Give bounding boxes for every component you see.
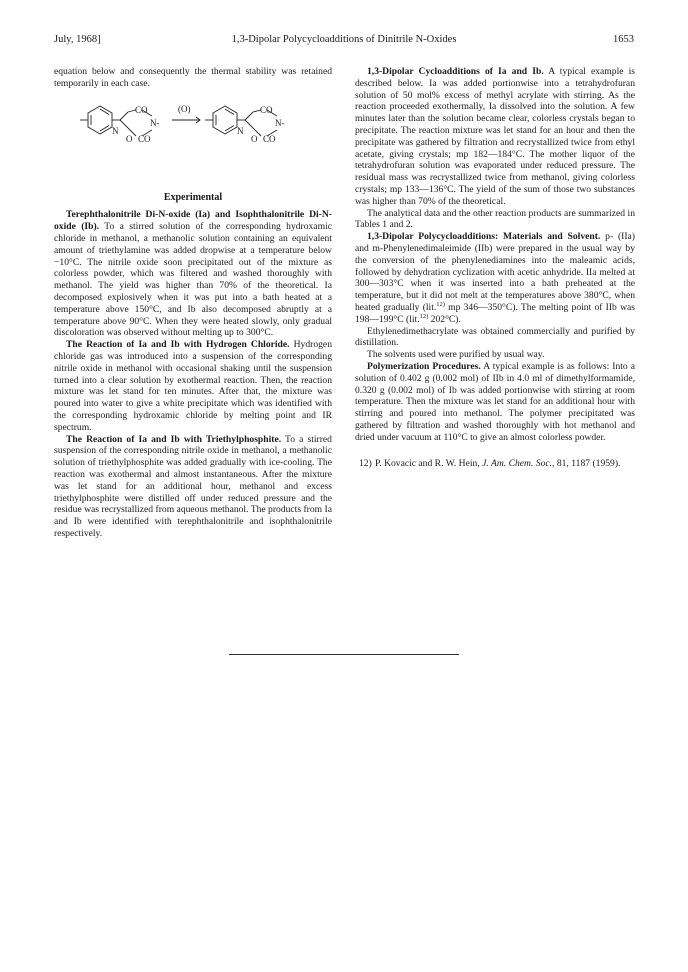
body-cycloadditions: A typical example is described below. Ia was added portionwise into a tetrahydrofuran solution of 50 mol% excess of methyl acrylate with stirring. As the reaction proceeded exothermally, Ia dissolved into the solution. A few minutes later than the solution became clear, colorless crystals began to precipitate. The reaction mixture was let stand for an hour and then the precipitate was gathered by filtration and recrystallized twice from ethyl acetate, giving crystals; mp 182—184°C. The mother liquor of the tetrahydrofuran solution was evaporated under reduced pressure. The residual mass was recrystallized twice from methanol, giving colorless crystals; mp 133—136°C. The yield of the sum of those two substances was higher than 70% of the theoretical.	[355, 66, 635, 207]
scheme-right-co: CO	[260, 104, 273, 115]
reaction-arrow	[172, 117, 200, 123]
paragraph-hydrogen-chloride	[54, 339, 332, 433]
body-triethylphosphite: To a stirred suspension of the corresponding nitrile oxide in methanol, a methanolic solution of triethylphosphite was added gradually with ice-cooling. The reaction was exothermal and almost instantaneous. After the mixture was let stand for an additional hour, methanol and excess triethylphosphite were distilled off under reduced pressure and the residue was recrystallized from aqueous methanol. The products from Ia and Ib were identified with terephthalonitrile and isophthalonitrile respectively.	[54, 433, 332, 539]
scheme-right-n: N-	[275, 117, 285, 128]
paragraph-triethylphosphite	[54, 434, 332, 540]
reaction-scheme-drawing	[80, 96, 320, 170]
scheme-right-co2: CO	[263, 133, 276, 144]
paragraph-analytical-data: The analytical data and the other reaction products are summarized in Tables 1 and 2.	[355, 207, 635, 231]
running-header	[54, 34, 634, 48]
reaction-scheme	[54, 96, 332, 174]
subhead-triethylphosphite: The Reaction of Ia and Ib with Triethylphosphite.	[66, 433, 282, 445]
header-title: 1,3-Dipolar Polycycloadditions of Dinitrile N-Oxides	[231, 34, 457, 45]
body-materials-c: 202°C).	[428, 313, 461, 325]
subhead-materials: 1,3-Dipolar Polycycloadditions: Materials and Solvent.	[367, 231, 601, 243]
subhead-dinitrile-oxide: Terephthalonitrile Di-N-oxide (Ia) and Isophthalonitrile Di-N-oxide (Ib).	[54, 209, 332, 233]
paragraph-cycloadditions	[355, 66, 635, 208]
footnote-authors: P. Kovacic and R. W. Hein,	[375, 457, 483, 469]
subhead-cycloadditions: 1,3-Dipolar Cycloadditions of Ia and Ib.	[367, 66, 544, 77]
section-title-experimental: Experimental	[163, 191, 223, 203]
page-number: 1653	[613, 34, 634, 45]
intro-paragraph: equation below and consequently the thermal stability was retained temporarily in each case.	[54, 66, 332, 89]
scheme-left-co: CO	[135, 104, 148, 115]
footnote-journal: J. Am. Chem. Soc.	[482, 457, 553, 469]
scheme-right-n2: N	[237, 125, 244, 136]
paragraph-solvents: The solvents used were purified by usual way.	[367, 349, 545, 361]
end-rule	[229, 654, 459, 655]
paragraph-ethylenedimethacrylate: Ethylenedimethacrylate was obtained commercially and purified by distillation.	[355, 325, 635, 349]
body-hydrogen-chloride: Hydrogen chloride gas was introduced into a suspension of the corresponding nitrile oxide in methanol with occasional shaking until the suspension turned into a clear solution by exothermal reaction. Then, the reaction mixture was let stand for ten minutes. After that, the mixture was poured into water to give a white precipitate which was identified with the corresponding hydroxamic chloride by melting point and IR spectrum.	[54, 339, 332, 433]
body-polymerization: A typical example is as follows: Into a solution of 0.402 g (0.002 mol) of IIb in 4.0 ml of dimethylformamide, 0.320 g (0.002 mol) of Ib was added portionwise with stirring at room temperature. Then the mixture was let stand for an additional hour with stirring and poured into methanol. The polymer precipitated was gathered by filtration and washed thoroughly with hot methanol and dried under vacuum at 110°C to give an almost colorless powder.	[355, 360, 635, 443]
scheme-left-o: O	[126, 133, 133, 144]
scheme-left-co2: CO	[138, 133, 151, 144]
paragraph-dinitrile-oxide	[54, 209, 332, 339]
right-column	[355, 66, 635, 469]
footnote-rest: , 81, 1187 (1959).	[552, 457, 621, 469]
body-materials-b: mp 346—350°C). The melting point of IIb was 198—199°C (lit.	[355, 301, 635, 325]
footnote-12	[355, 458, 635, 470]
footnote-number: 12)	[359, 457, 372, 469]
subhead-hydrogen-chloride: The Reaction of Ia and Ib with Hydrogen Chloride.	[66, 339, 290, 351]
scheme-left-n: N-	[150, 117, 160, 128]
left-column	[54, 66, 332, 540]
body-materials-a: p- (IIa) and m-Phenylenedimaleimide (IIb) were prepared in the usual way by the conversion of the phenylenediamines into the maleamic acids, followed by dehydration cyclization with acetic anhydride. IIa melted at 300—303°C when it was inserted into a bath preheated at the temperature, but it did not melt at the temperatures above 380°C, when heated gradually (lit.	[355, 231, 635, 313]
body-dinitrile-oxide: To a stirred solution of the corresponding hydroxamic chloride in methanol, a methanolic solution containing an equivalent amount of triethylamine was added dropwise at a temperature below −10°C. The nitrile oxide soon precipitated out of the mixture as colorless powder, which was filtered and washed thoroughly with methanol. The yield was higher than 70% of the theoretical. Ia decomposed explosively when it was put into a bath heated at a temperature above 150°C, and Ib also decomposed abruptly at a temperature above 90°C. When they were heated slowly, only gradual discoloration was observed without melting up to 300°C.	[54, 221, 332, 339]
subhead-polymerization: Polymerization Procedures.	[367, 360, 481, 372]
scheme-right-o: O	[251, 133, 258, 144]
header-date: July, 1968]	[54, 34, 101, 45]
scheme-left-n2: N	[112, 125, 119, 136]
paragraph-polymerization	[355, 361, 635, 444]
scheme-arrow-label: (O)	[178, 103, 191, 114]
citation-12-a: 12)	[436, 300, 445, 308]
citation-12-b: 12)	[419, 312, 429, 320]
paragraph-materials	[355, 231, 635, 325]
